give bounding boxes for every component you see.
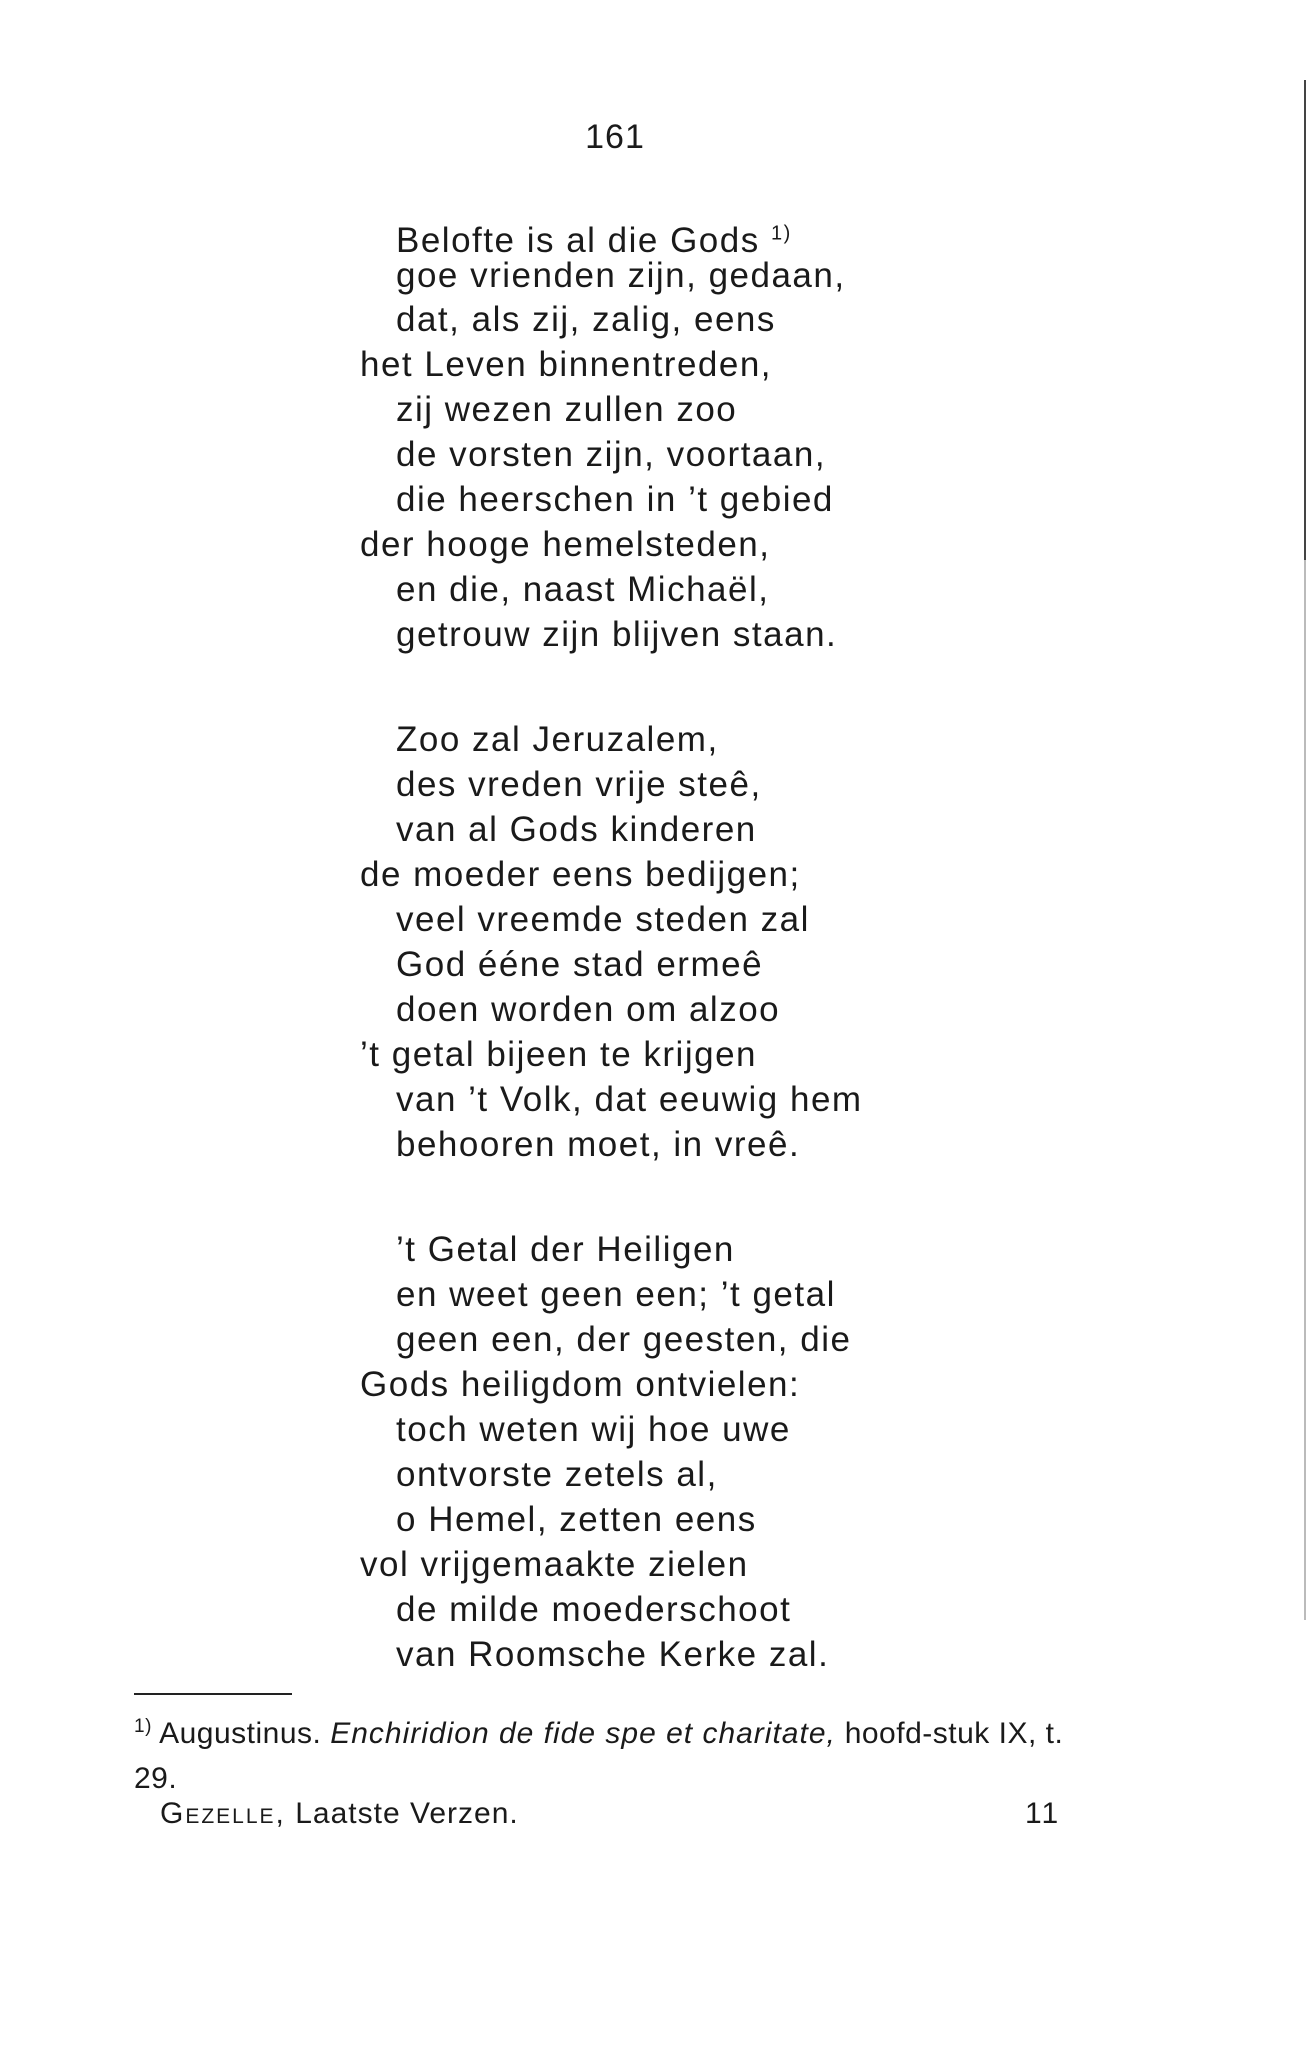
poem-line: des vreden vrije steê, bbox=[396, 765, 762, 804]
footnote-reference: 1) bbox=[770, 222, 792, 245]
poem-line: getrouw zijn blijven staan. bbox=[396, 615, 838, 654]
page-edge-shadow bbox=[1304, 80, 1306, 560]
poem-line: zij wezen zullen zoo bbox=[396, 390, 738, 429]
page-number: 161 bbox=[585, 118, 645, 156]
footnote bbox=[134, 1704, 1084, 1801]
poem-line: Gods heiligdom ontvielen: bbox=[360, 1365, 801, 1404]
poem-line: ’t getal bijeen te krijgen bbox=[360, 1035, 757, 1074]
poem-line: toch weten wij hoe uwe bbox=[396, 1410, 791, 1449]
poem-line: het Leven binnentreden, bbox=[360, 345, 773, 384]
poem-line: Belofte is al die Gods $^{1)}$ bbox=[396, 221, 792, 260]
poem-line: de moeder eens bedijgen; bbox=[360, 855, 801, 894]
printer-signature bbox=[160, 1797, 519, 1831]
footnote-author: Augustinus. bbox=[159, 1717, 322, 1750]
poem-line: de vorsten zijn, voortaan, bbox=[396, 435, 827, 474]
poem-line: o Hemel, zetten eens bbox=[396, 1500, 757, 1539]
signature-sheet-number: 11 bbox=[1025, 1797, 1061, 1830]
poem-line: geen een, der geesten, die bbox=[396, 1320, 852, 1359]
poem-line: vol vrijgemaakte zielen bbox=[360, 1545, 749, 1584]
poem-line: die heerschen in ’t gebied bbox=[396, 480, 834, 519]
poem-line: goe vrienden zijn, gedaan, bbox=[396, 256, 846, 295]
poem-line: dat, als zij, zalig, eens bbox=[396, 300, 776, 339]
poem-line: doen worden om alzoo bbox=[396, 990, 781, 1029]
poem-line: veel vreemde steden zal bbox=[396, 900, 810, 939]
poem-line: Zoo zal Jeruzalem, bbox=[396, 720, 719, 759]
footnote-divider bbox=[134, 1693, 292, 1695]
page-edge-shadow-lower bbox=[1304, 560, 1306, 1620]
signature-author: Gezelle, bbox=[160, 1797, 286, 1830]
poem-line: en weet geen een; ’t getal bbox=[396, 1275, 836, 1314]
poem-line: der hooge hemelsteden, bbox=[360, 525, 771, 564]
footnote-marker: 1) bbox=[134, 1716, 152, 1737]
poem-line: ontvorste zetels al, bbox=[396, 1455, 718, 1494]
poem-line: van Roomsche Kerke zal. bbox=[396, 1635, 830, 1674]
poem-line: God ééne stad ermeê bbox=[396, 945, 764, 984]
poem-line: behooren moet, in vreê. bbox=[396, 1125, 801, 1164]
poem-line: van al Gods kinderen bbox=[396, 810, 757, 849]
footnote-title: Enchiridion de fide spe et charitate, bbox=[330, 1717, 836, 1750]
poem-line: van ’t Volk, dat eeuwig hem bbox=[396, 1080, 863, 1119]
footnote-reference-text: hoofd-stuk IX, t. 29. bbox=[134, 1717, 1064, 1795]
poem-line: ’t Getal der Heiligen bbox=[396, 1230, 735, 1269]
poem-line: de milde moederschoot bbox=[396, 1590, 792, 1629]
poem-line: en die, naast Michaël, bbox=[396, 570, 770, 609]
signature-book: Laatste Verzen. bbox=[295, 1797, 519, 1830]
